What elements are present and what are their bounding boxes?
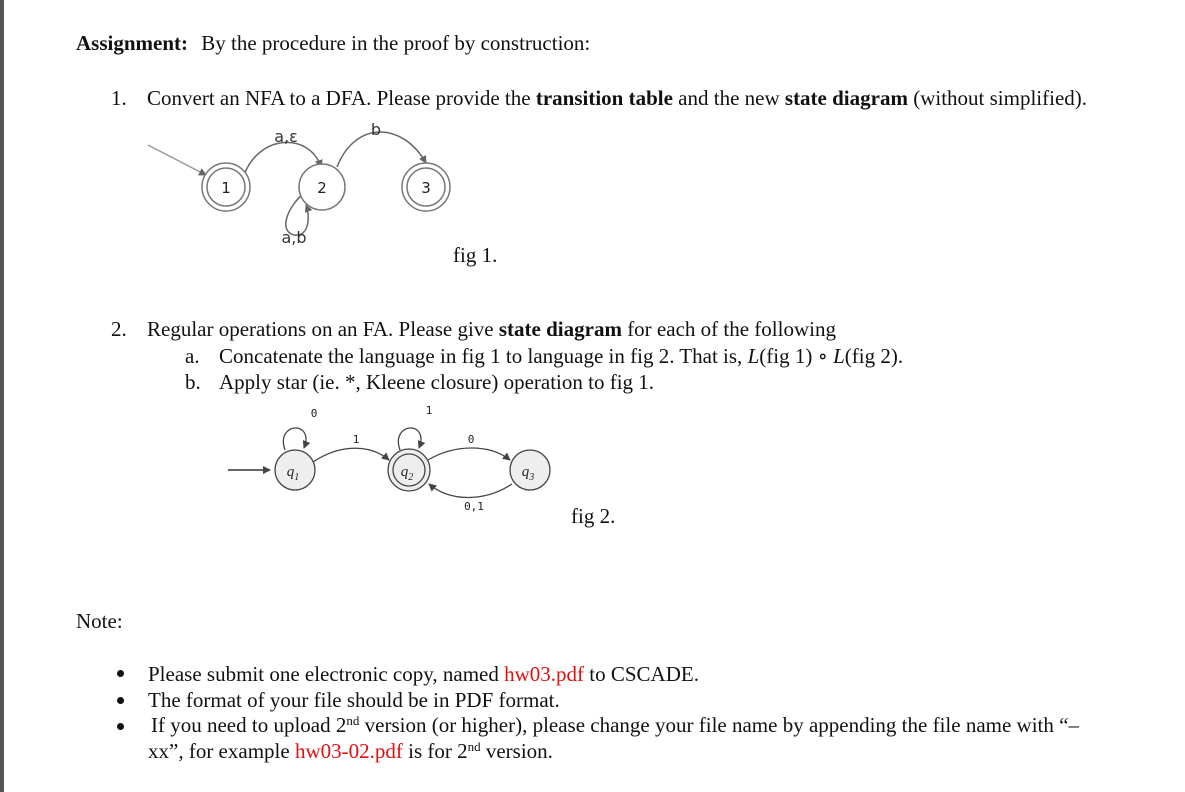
fig2-loop-q1 — [283, 428, 306, 450]
fig2-caption: fig 2. — [571, 504, 616, 528]
fig2-arc-q2-q3 — [428, 448, 510, 460]
fig2-state-q1 — [275, 450, 315, 490]
note-b3-line2-b: is for 2 — [402, 739, 468, 763]
item-2-bold-state-diagram: state diagram — [498, 317, 622, 341]
item-2b-text: Apply star (ie. *, Kleene closure) operation to fig 1. — [219, 370, 655, 394]
assignment-text: By the procedure in the proof by construction: — [201, 31, 591, 55]
item-2a-text-a: Concatenate the language in fig 1 to language in fig 2. That is, — [219, 344, 748, 368]
item-1-text — [147, 86, 1087, 110]
note-b3-sup2: nd — [467, 739, 481, 754]
fig2-label-loop-q2: 1 — [425, 404, 433, 417]
fig1-caption: fig 1. — [453, 243, 498, 267]
note-b1-filename: hw03.pdf — [504, 662, 585, 686]
fig1-label-b: b — [370, 120, 382, 139]
item-2a-text — [219, 344, 903, 368]
fig2-label-q2-q3: 0 — [467, 433, 475, 446]
fig2-q2-letter: q — [400, 464, 409, 480]
fig2-loop-q2 — [398, 428, 421, 450]
fig1-diagram — [140, 115, 480, 255]
item-2-text-a: Regular operations on an FA. Please give — [147, 317, 499, 341]
fig2-label-q1-q2: 1 — [352, 433, 360, 446]
item-1-number: 1. — [111, 86, 127, 110]
note-bullet-2: The format of your file should be in PDF format. — [148, 688, 560, 712]
item-2a-letter: a. — [185, 344, 200, 368]
fig2-arc-q3-q2 — [429, 484, 512, 498]
item-1-text-a: Convert an NFA to a DFA. Please provide the — [147, 86, 536, 110]
note-title: Note: — [76, 609, 123, 633]
note-b1-text-b: to CSCADE. — [584, 662, 699, 686]
bullet-dot-2 — [117, 697, 124, 704]
note-b1-text-a: Please submit one electronic copy, named — [148, 662, 505, 686]
item-2a-L2: L — [833, 344, 845, 368]
item-1-bold-state-diagram: state diagram — [784, 86, 908, 110]
fig1-arc-2-3 — [337, 132, 426, 167]
assignment-heading — [76, 31, 590, 55]
note-b3-line1-a: If you need to upload 2 — [151, 713, 347, 737]
note-bullet-3-line-1 — [151, 713, 1079, 737]
note-b3-line2-a: xx”, for example — [148, 739, 295, 763]
item-1-text-c: (without simplified). — [907, 86, 1088, 110]
fig1-state-1 — [202, 163, 250, 211]
fig2-q3-subscript: 3 — [529, 472, 535, 483]
assignment-label: Assignment: — [76, 31, 189, 55]
note-bullet-1 — [148, 662, 699, 686]
fig1-start-arrow — [148, 145, 206, 175]
item-2a-L1: L — [747, 344, 760, 368]
note-b3-sup: nd — [346, 713, 360, 728]
bullet-dot-1 — [117, 670, 124, 677]
bullet-dot-3 — [117, 723, 124, 730]
item-2a-mid: (fig 1) ∘ — [759, 344, 834, 368]
fig2-arc-q1-q2 — [313, 448, 389, 462]
item-2b-letter: b. — [185, 370, 201, 394]
fig1-state-2-label: 2 — [317, 179, 327, 197]
fig2-state-q3 — [510, 450, 550, 490]
note-b3-line1-b: version (or higher), please change your file name by appending the file name with “– — [359, 713, 1079, 737]
item-2-text-b: for each of the following — [621, 317, 836, 341]
fig1-state-3-label: 3 — [421, 179, 431, 197]
item-2-number: 2. — [111, 317, 127, 341]
page-left-border — [0, 0, 4, 792]
fig1-label-a-b: a,b — [281, 228, 307, 247]
fig2-label-q3-q2: 0,1 — [464, 500, 484, 513]
fig2-q1-letter: q — [286, 464, 295, 480]
fig1-state-1-label: 1 — [221, 179, 231, 197]
item-2a-end: (fig 2). — [844, 344, 904, 368]
fig2-q1-subscript: 1 — [294, 472, 300, 483]
fig2-q2-subscript: 2 — [408, 472, 414, 483]
fig1-label-a-epsilon: a,ε — [274, 127, 298, 146]
fig2-state-q2 — [388, 449, 430, 491]
fig1-state-3 — [402, 163, 450, 211]
note-b3-filename: hw03-02.pdf — [294, 739, 403, 763]
fig2-label-loop-q1: 0 — [310, 407, 318, 420]
fig2-q3-letter: q — [521, 464, 530, 480]
fig2-diagram — [220, 400, 560, 520]
note-b3-line2-c: version. — [480, 739, 553, 763]
item-1-text-b: and the new — [672, 86, 785, 110]
fig1-state-2 — [299, 164, 345, 210]
note-bullet-3-line-2 — [148, 739, 553, 763]
item-1-bold-transition-table: transition table — [535, 86, 673, 110]
item-2-text — [147, 317, 836, 341]
